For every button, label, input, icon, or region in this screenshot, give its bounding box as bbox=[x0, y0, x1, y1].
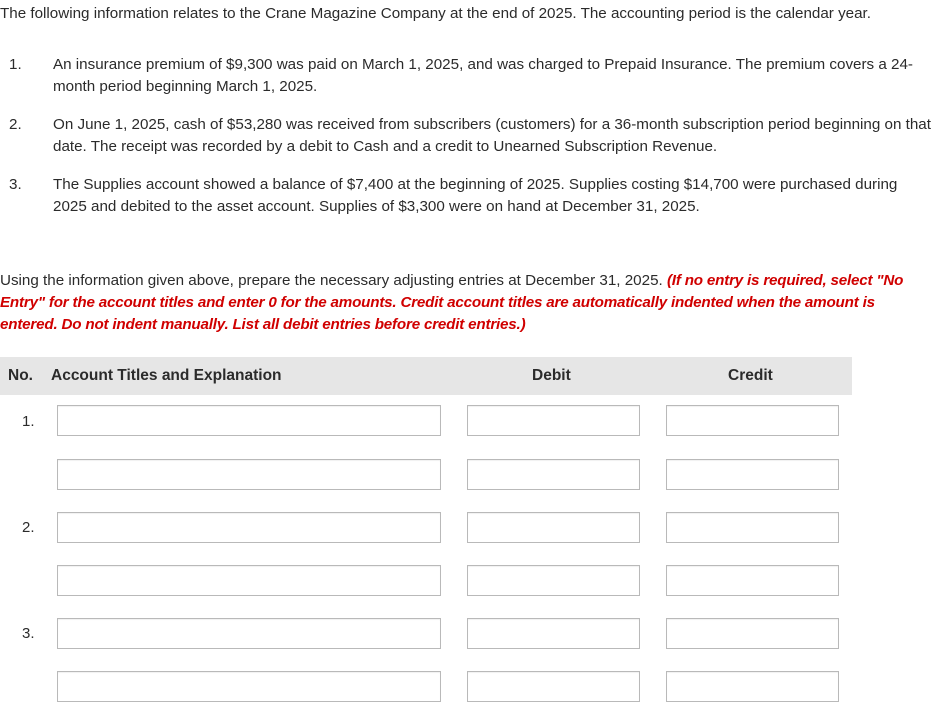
credit-input[interactable] bbox=[666, 618, 839, 649]
account-title-input[interactable] bbox=[57, 512, 441, 543]
account-title-input[interactable] bbox=[57, 671, 441, 702]
instructions-note: (If no entry is required, select "No Entry" for the account titles and enter 0 for the amounts. Credit account titles are automatically indented when the amount is entered. Do not indent manually. List all debit entries before credit entries.) bbox=[0, 272, 904, 333]
credit-input[interactable] bbox=[666, 512, 839, 543]
journal-table-header bbox=[0, 357, 852, 395]
item-text: An insurance premium of $9,300 was paid on March 1, 2025, and was charged to Prepaid Insurance. The premium covers a 24-month period beginning March 1, 2025. bbox=[53, 56, 913, 95]
account-title-input[interactable] bbox=[57, 618, 441, 649]
instructions-text: Using the information given above, prepare the necessary adjusting entries at December 31, 2025. bbox=[0, 272, 667, 289]
debit-input[interactable] bbox=[467, 565, 640, 596]
entry-number-1: 1. bbox=[22, 413, 35, 430]
header-account-titles: Account Titles and Explanation bbox=[51, 367, 282, 384]
item-text: The Supplies account showed a balance of $7,400 at the beginning of 2025. Supplies costing $14,700 were purchased during 2025 and debited to the asset account. Supplies of $3,300 were on hand at December 31, 2025. bbox=[53, 176, 898, 215]
entry-number-3: 3. bbox=[22, 625, 35, 642]
header-debit: Debit bbox=[532, 367, 571, 384]
debit-input[interactable] bbox=[467, 618, 640, 649]
debit-input[interactable] bbox=[467, 512, 640, 543]
debit-input[interactable] bbox=[467, 671, 640, 702]
account-title-input[interactable] bbox=[57, 565, 441, 596]
item-number: 3. bbox=[9, 176, 22, 193]
item-number: 1. bbox=[9, 56, 22, 73]
item-text: On June 1, 2025, cash of $53,280 was received from subscribers (customers) for a 36-month subscription period beginning on that date. The receipt was recorded by a debit to Cash and a credit to Unearned Subscription Revenue. bbox=[53, 116, 931, 155]
header-no: No. bbox=[8, 367, 33, 384]
instructions bbox=[0, 270, 935, 336]
credit-input[interactable] bbox=[666, 405, 839, 436]
header-credit: Credit bbox=[728, 367, 773, 384]
debit-input[interactable] bbox=[467, 459, 640, 490]
credit-input[interactable] bbox=[666, 671, 839, 702]
credit-input[interactable] bbox=[666, 565, 839, 596]
item-number: 2. bbox=[9, 116, 22, 133]
account-title-input[interactable] bbox=[57, 459, 441, 490]
problem-intro: The following information relates to the Crane Magazine Company at the end of 2025. The accounting period is the calendar year. bbox=[0, 5, 871, 22]
debit-input[interactable] bbox=[467, 405, 640, 436]
entry-number-2: 2. bbox=[22, 519, 35, 536]
account-title-input[interactable] bbox=[57, 405, 441, 436]
credit-input[interactable] bbox=[666, 459, 839, 490]
